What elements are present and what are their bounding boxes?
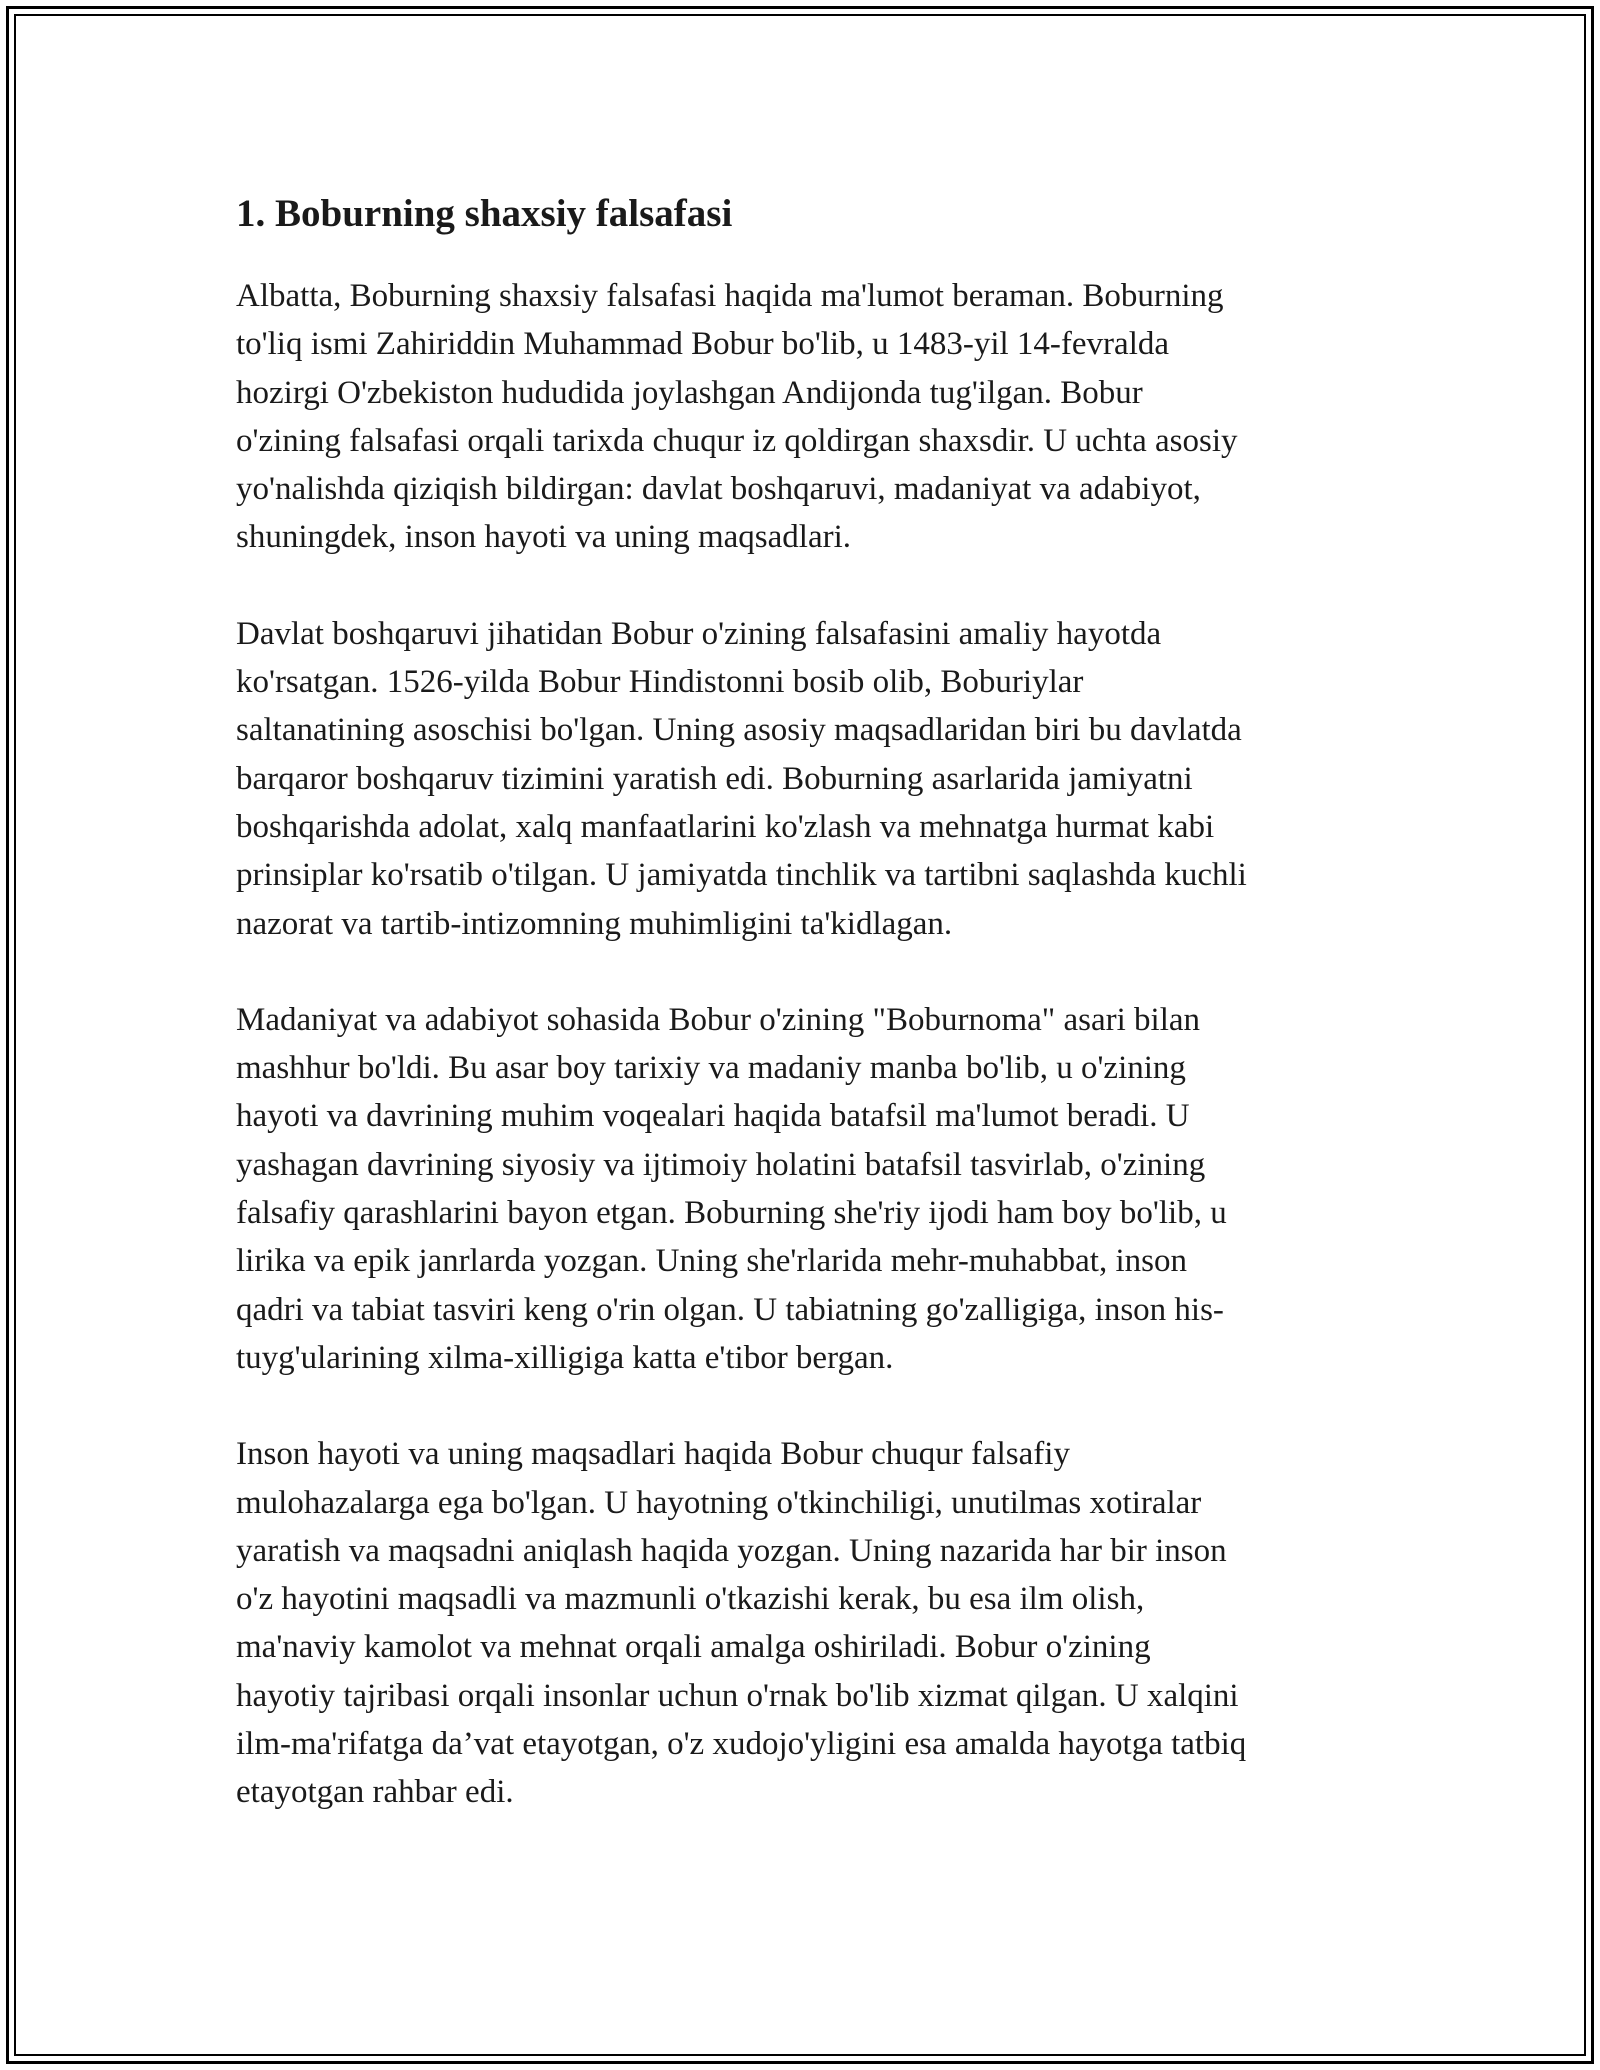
paragraph-governance: Davlat boshqaruvi jihatidan Bobur o'zining falsafasini amaliy hayotda ko'rsatgan. 1526-yilda Bobur Hindistonni bosib olib, Boburiylar saltanatining asoschisi bo'lgan. Uning asosiy maqsadlaridan biri bu davlatda barqaror boshqaruv tizimini yaratish edi. Boburning asarlarida jamiyatni boshqarishda adolat, xalq manfaatlarini ko'zlash va mehnatga hurmat kabi prinsiplar ko'rsatib o'tilgan. U jamiyatda tinchlik va tartibni saqlashda kuchli nazorat va tartib-intizomning muhimligini ta'kidlagan. bbox=[236, 615, 1247, 942]
section-title: 1. Boburning shaxsiy falsafasi bbox=[236, 192, 733, 235]
paragraph-intro: Albatta, Boburning shaxsiy falsafasi haqida ma'lumot beraman. Boburning to'liq ismi Zahiriddin Muhammad Bobur bo'lib, u 1483-yil 14-fevralda hozirgi O'zbekiston hududida joylashgan Andijonda tug'ilgan. Bobur o'zining falsafasi orqali tarixda chuqur iz qoldirgan shaxsdir. U uchta asosiy yo'nalishda qiziqish bildirgan: davlat boshqaruvi, madaniyat va adabiyot, shuningdek, inson hayoti va uning maqsadlari. bbox=[236, 278, 1238, 556]
paragraph-culture-literature: Madaniyat va adabiyot sohasida Bobur o'zining "Boburnoma" asari bilan mashhur bo'ldi. Bu asar boy tarixiy va madaniy manba bo'lib, u o'zining hayoti va davrining muhim voqealari haqida batafsil ma'lumot beradi. U yashagan davrining siyosiy va ijtimoiy holatini batafsil tasvirlab, o'zining falsafiy qarashlarini bayon etgan. Boburning she'riy ijodi ham boy bo'lib, u lirika va epik janrlarda yozgan. Uning she'rlarida mehr-muhabbat, inson qadri va tabiat tasviri keng o'rin olgan. U tabiatning go'zalligiga, inson his- tuyg'ularining xilma-xilligiga katta e'tibor bergan. bbox=[236, 1001, 1227, 1376]
document-body bbox=[236, 186, 1366, 1865]
paragraph-human-life: Inson hayoti va uning maqsadlari haqida Bobur chuqur falsafiy mulohazalarga ega bo'lgan. U hayotning o'tkinchiligi, unutilmas xotiralar yaratish va maqsadni aniqlash haqida yozgan. Uning nazarida har bir inson o'z hayotini maqsadli va mazmunli o'tkazishi kerak, bu esa ilm olish, ma'naviy kamolot va mehnat orqali amalga oshiriladi. Bobur o'zining hayotiy tajribasi orqali insonlar uchun o'rnak bo'lib xizmat qilgan. U xalqini ilm-ma'rifatga da’vat etayotgan, o'z xudojo'yligini esa amalda hayotga tatbiq etayotgan rahbar edi. bbox=[236, 1436, 1247, 1811]
